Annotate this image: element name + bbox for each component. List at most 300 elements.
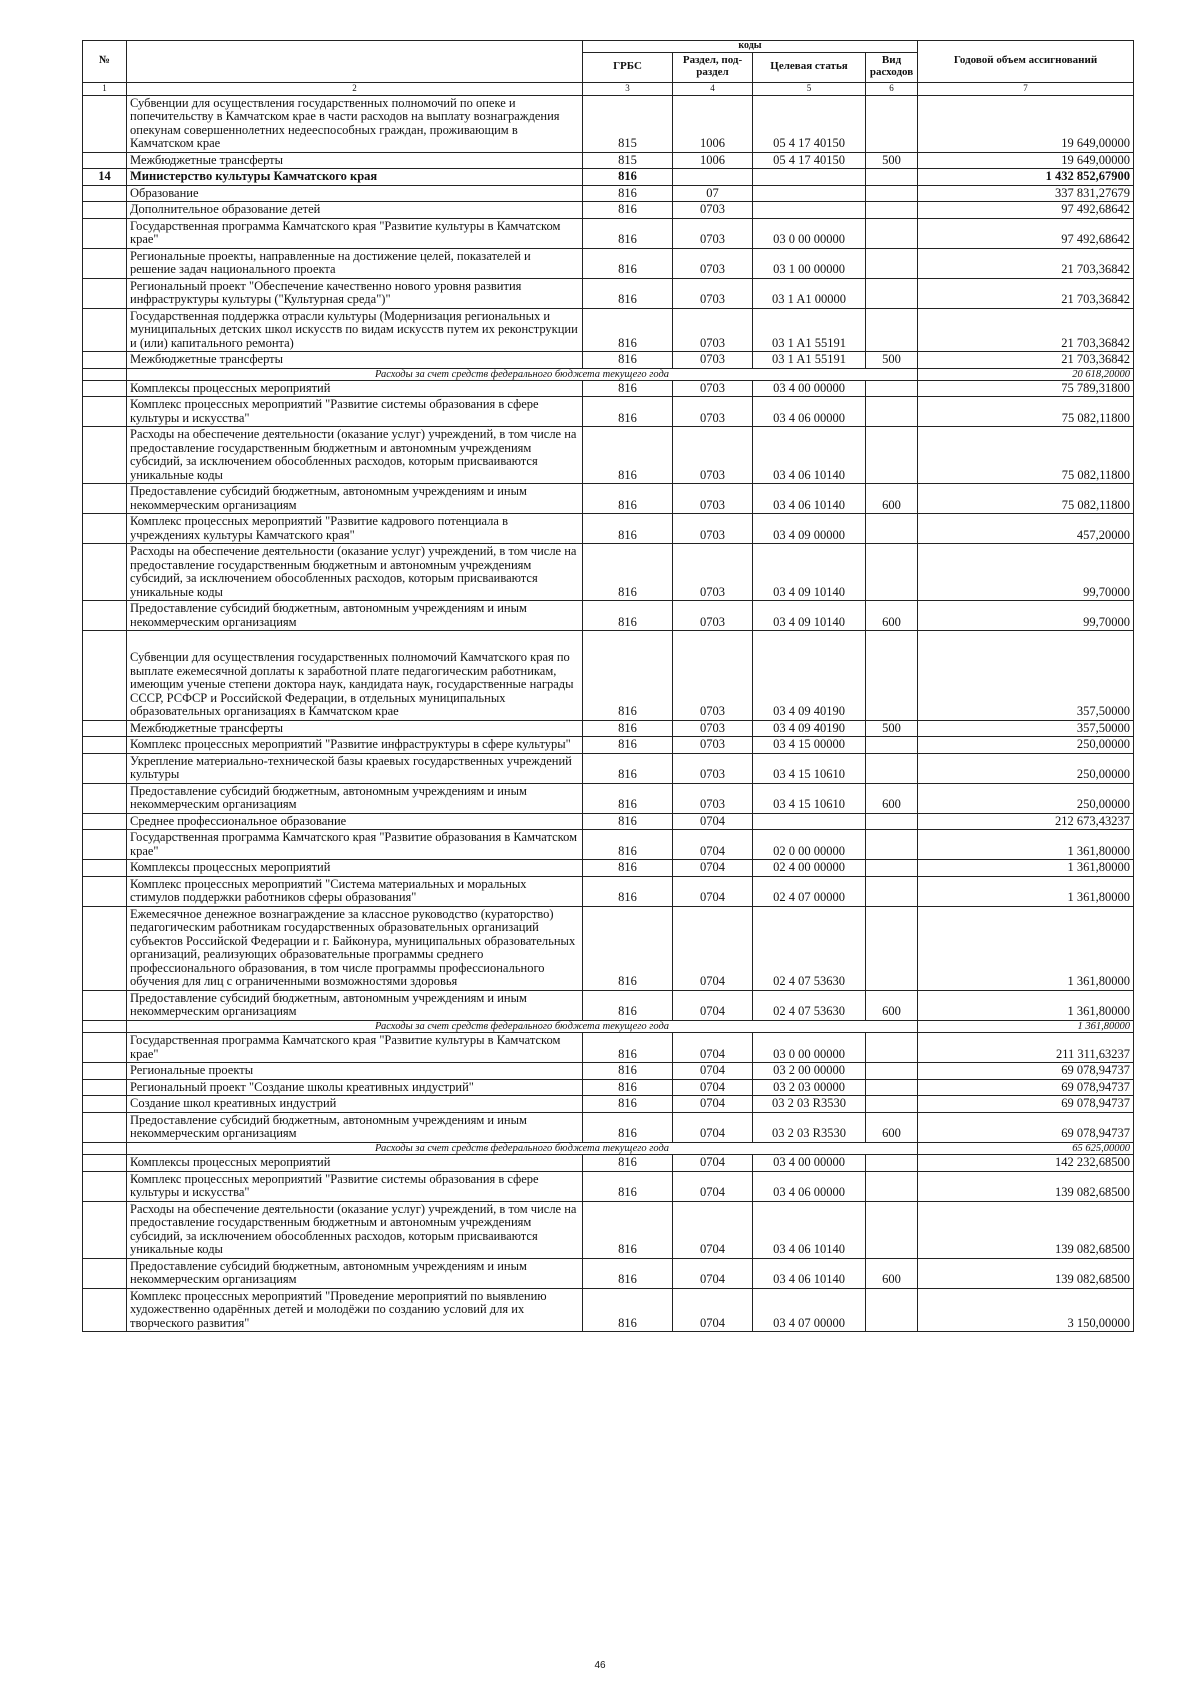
row-number bbox=[83, 352, 127, 369]
row-target: 02 4 07 53630 bbox=[753, 906, 866, 990]
row-name: Государственная поддержка отрасли культуры (Модернизация региональных и муниципальных детских школ искусств по видам искусств путем их реконструкции и (или) капитального ремонта) bbox=[127, 308, 583, 352]
row-grbs: 816 bbox=[583, 248, 673, 278]
row-grbs: 816 bbox=[583, 1171, 673, 1201]
row-expense-type bbox=[866, 185, 918, 202]
row-number bbox=[83, 601, 127, 631]
table-row bbox=[83, 783, 1134, 813]
row-section: 0704 bbox=[673, 860, 753, 877]
row-amount: 21 703,36842 bbox=[918, 278, 1134, 308]
row-name: Региональный проект "Обеспечение качественно нового уровня развития инфраструктуры культуры ("Культурная среда")" bbox=[127, 278, 583, 308]
table-row bbox=[83, 1201, 1134, 1258]
row-section: 0704 bbox=[673, 1171, 753, 1201]
row-amount: 1 361,80000 bbox=[918, 990, 1134, 1020]
row-expense-type bbox=[866, 876, 918, 906]
row-number bbox=[83, 1258, 127, 1288]
row-amount: 20 618,20000 bbox=[918, 368, 1134, 380]
row-target: 03 4 09 10140 bbox=[753, 601, 866, 631]
row-amount: 250,00000 bbox=[918, 737, 1134, 754]
row-section: 0704 bbox=[673, 1033, 753, 1063]
row-number bbox=[83, 1096, 127, 1113]
row-number bbox=[83, 1020, 127, 1032]
row-name: Предоставление субсидий бюджетным, автономным учреждениям и иным некоммерческим организациям bbox=[127, 990, 583, 1020]
row-amount: 250,00000 bbox=[918, 783, 1134, 813]
table-header bbox=[83, 41, 1134, 96]
row-number bbox=[83, 720, 127, 737]
row-grbs: 815 bbox=[583, 95, 673, 152]
row-name: Образование bbox=[127, 185, 583, 202]
row-section: 0703 bbox=[673, 544, 753, 601]
row-section: 0704 bbox=[673, 830, 753, 860]
table-row bbox=[83, 352, 1134, 369]
row-section: 1006 bbox=[673, 152, 753, 169]
table-row bbox=[83, 990, 1134, 1020]
row-target: 03 4 15 10610 bbox=[753, 783, 866, 813]
row-name: Расходы за счет средств федерального бюджета текущего года bbox=[127, 368, 918, 380]
row-target: 03 2 03 R3530 bbox=[753, 1112, 866, 1142]
row-amount: 142 232,68500 bbox=[918, 1155, 1134, 1172]
row-expense-type bbox=[866, 1079, 918, 1096]
row-target: 03 1 00 00000 bbox=[753, 248, 866, 278]
row-amount: 21 703,36842 bbox=[918, 248, 1134, 278]
row-expense-type bbox=[866, 544, 918, 601]
row-amount: 99,70000 bbox=[918, 601, 1134, 631]
row-target bbox=[753, 813, 866, 830]
row-name: Региональные проекты, направленные на достижение целей, показателей и решение задач национального проекта bbox=[127, 248, 583, 278]
row-grbs: 816 bbox=[583, 737, 673, 754]
table-row bbox=[83, 95, 1134, 152]
table-row bbox=[83, 1112, 1134, 1142]
header-index-row bbox=[83, 82, 1134, 95]
row-section: 0703 bbox=[673, 783, 753, 813]
row-number bbox=[83, 152, 127, 169]
row-number bbox=[83, 1063, 127, 1080]
row-amount: 3 150,00000 bbox=[918, 1288, 1134, 1332]
table-row bbox=[83, 427, 1134, 484]
row-expense-type bbox=[866, 1063, 918, 1080]
row-number bbox=[83, 830, 127, 860]
table-row bbox=[83, 278, 1134, 308]
row-target: 05 4 17 40150 bbox=[753, 95, 866, 152]
table-row bbox=[83, 813, 1134, 830]
row-section: 1006 bbox=[673, 95, 753, 152]
federal-budget-row bbox=[83, 368, 1134, 380]
header-section: Раздел, под-раздел bbox=[673, 52, 753, 82]
table-row bbox=[83, 397, 1134, 427]
row-name: Предоставление субсидий бюджетным, автономным учреждениям и иным некоммерческим организациям bbox=[127, 1258, 583, 1288]
row-number bbox=[83, 514, 127, 544]
row-expense-type: 600 bbox=[866, 484, 918, 514]
row-number bbox=[83, 278, 127, 308]
table-row bbox=[83, 169, 1134, 186]
row-number bbox=[83, 368, 127, 380]
row-amount: 69 078,94737 bbox=[918, 1079, 1134, 1096]
row-number bbox=[83, 185, 127, 202]
row-amount: 1 361,80000 bbox=[918, 830, 1134, 860]
row-grbs: 816 bbox=[583, 1079, 673, 1096]
row-number bbox=[83, 860, 127, 877]
row-amount: 139 082,68500 bbox=[918, 1171, 1134, 1201]
row-expense-type: 500 bbox=[866, 152, 918, 169]
row-amount: 1 361,80000 bbox=[918, 906, 1134, 990]
row-number bbox=[83, 1112, 127, 1142]
row-grbs: 816 bbox=[583, 1112, 673, 1142]
row-target: 03 4 00 00000 bbox=[753, 1155, 866, 1172]
row-target bbox=[753, 185, 866, 202]
row-expense-type bbox=[866, 169, 918, 186]
row-grbs: 816 bbox=[583, 1258, 673, 1288]
row-name: Комплексы процессных мероприятий bbox=[127, 1155, 583, 1172]
header-expense-type: Вид расходов bbox=[866, 52, 918, 82]
row-number bbox=[83, 1155, 127, 1172]
row-number bbox=[83, 813, 127, 830]
row-expense-type bbox=[866, 906, 918, 990]
row-name: Комплекс процессных мероприятий "Система материальных и моральных стимулов поддержки работников сферы образования" bbox=[127, 876, 583, 906]
row-section: 0704 bbox=[673, 906, 753, 990]
index-cell: 3 bbox=[583, 82, 673, 95]
row-grbs: 816 bbox=[583, 218, 673, 248]
row-grbs: 816 bbox=[583, 876, 673, 906]
row-expense-type: 600 bbox=[866, 783, 918, 813]
row-target: 02 0 00 00000 bbox=[753, 830, 866, 860]
row-expense-type bbox=[866, 1201, 918, 1258]
row-section: 0703 bbox=[673, 278, 753, 308]
row-section: 0704 bbox=[673, 1155, 753, 1172]
row-target: 02 4 07 53630 bbox=[753, 990, 866, 1020]
row-target: 03 4 15 10610 bbox=[753, 753, 866, 783]
row-grbs: 815 bbox=[583, 152, 673, 169]
row-section: 0703 bbox=[673, 427, 753, 484]
row-expense-type bbox=[866, 1033, 918, 1063]
row-section: 0703 bbox=[673, 484, 753, 514]
budget-table bbox=[82, 40, 1134, 1332]
row-expense-type bbox=[866, 1171, 918, 1201]
row-target: 03 4 06 10140 bbox=[753, 427, 866, 484]
table-row bbox=[83, 1258, 1134, 1288]
row-section: 0703 bbox=[673, 352, 753, 369]
row-number bbox=[83, 737, 127, 754]
row-target: 03 0 00 00000 bbox=[753, 218, 866, 248]
federal-budget-row bbox=[83, 1020, 1134, 1032]
row-amount: 1 361,80000 bbox=[918, 876, 1134, 906]
row-section: 0704 bbox=[673, 1201, 753, 1258]
row-expense-type bbox=[866, 218, 918, 248]
row-target: 03 2 00 00000 bbox=[753, 1063, 866, 1080]
row-expense-type bbox=[866, 427, 918, 484]
row-number bbox=[83, 1142, 127, 1154]
table-row bbox=[83, 308, 1134, 352]
row-target: 03 4 06 10140 bbox=[753, 1201, 866, 1258]
row-number bbox=[83, 1171, 127, 1201]
index-cell: 5 bbox=[753, 82, 866, 95]
header-grbs: ГРБС bbox=[583, 52, 673, 82]
row-target: 03 4 09 10140 bbox=[753, 544, 866, 601]
table-row bbox=[83, 1171, 1134, 1201]
row-section: 0704 bbox=[673, 1096, 753, 1113]
row-grbs: 816 bbox=[583, 544, 673, 601]
row-grbs: 816 bbox=[583, 753, 673, 783]
row-number bbox=[83, 990, 127, 1020]
row-name: Ежемесячное денежное вознаграждение за классное руководство (кураторство) педагогическим работникам государственных образовательных организаций субъектов Российской Федерации и г. Байконура, муниципальных образовательных организаций, реализующих образовательные программы среднего профессионального образования, в том числе программы профессионального обучения для лиц с ограниченными возможностями здоровья bbox=[127, 906, 583, 990]
row-number: 14 bbox=[83, 169, 127, 186]
row-amount: 211 311,63237 bbox=[918, 1033, 1134, 1063]
row-name: Расходы на обеспечение деятельности (оказание услуг) учреждений, в том числе на предоставление государственным бюджетным и автономным учреждениям субсидий, за исключением обособленных расходов, которым присваиваются уникальные коды bbox=[127, 1201, 583, 1258]
row-grbs: 816 bbox=[583, 185, 673, 202]
index-cell: 6 bbox=[866, 82, 918, 95]
row-amount: 139 082,68500 bbox=[918, 1201, 1134, 1258]
row-grbs: 816 bbox=[583, 631, 673, 721]
row-name: Укрепление материально-технической базы краевых государственных учреждений культуры bbox=[127, 753, 583, 783]
row-amount: 21 703,36842 bbox=[918, 352, 1134, 369]
row-section: 0704 bbox=[673, 1063, 753, 1080]
row-name: Региональный проект "Создание школы креативных индустрий" bbox=[127, 1079, 583, 1096]
row-number bbox=[83, 248, 127, 278]
row-target: 03 1 A1 55191 bbox=[753, 352, 866, 369]
row-name: Среднее профессиональное образование bbox=[127, 813, 583, 830]
row-grbs: 816 bbox=[583, 601, 673, 631]
row-grbs: 816 bbox=[583, 720, 673, 737]
row-amount: 99,70000 bbox=[918, 544, 1134, 601]
row-name: Межбюджетные трансферты bbox=[127, 720, 583, 737]
row-number bbox=[83, 380, 127, 397]
row-expense-type bbox=[866, 860, 918, 877]
row-grbs: 816 bbox=[583, 397, 673, 427]
row-name: Расходы на обеспечение деятельности (оказание услуг) учреждений, в том числе на предоставление государственным бюджетным и автономным учреждениям субсидий, за исключением обособленных расходов, которым присваиваются уникальные коды bbox=[127, 544, 583, 601]
table-row bbox=[83, 906, 1134, 990]
row-section: 0704 bbox=[673, 990, 753, 1020]
row-expense-type bbox=[866, 1096, 918, 1113]
row-expense-type: 500 bbox=[866, 720, 918, 737]
row-target: 03 4 09 40190 bbox=[753, 720, 866, 737]
row-amount: 1 432 852,67900 bbox=[918, 169, 1134, 186]
table-row bbox=[83, 202, 1134, 219]
row-name: Региональные проекты bbox=[127, 1063, 583, 1080]
row-grbs: 816 bbox=[583, 813, 673, 830]
table-row bbox=[83, 631, 1134, 721]
row-grbs: 816 bbox=[583, 1288, 673, 1332]
row-target: 03 4 06 00000 bbox=[753, 1171, 866, 1201]
federal-budget-row bbox=[83, 1142, 1134, 1154]
row-section: 0703 bbox=[673, 737, 753, 754]
table-row bbox=[83, 1063, 1134, 1080]
row-expense-type: 500 bbox=[866, 352, 918, 369]
row-name: Государственная программа Камчатского края "Развитие образования в Камчатском крае" bbox=[127, 830, 583, 860]
row-section: 0703 bbox=[673, 514, 753, 544]
row-amount: 69 078,94737 bbox=[918, 1112, 1134, 1142]
row-grbs: 816 bbox=[583, 783, 673, 813]
row-target: 02 4 00 00000 bbox=[753, 860, 866, 877]
row-target: 03 1 A1 55191 bbox=[753, 308, 866, 352]
page-number: 46 bbox=[594, 1660, 606, 1671]
row-target bbox=[753, 169, 866, 186]
row-amount: 357,50000 bbox=[918, 720, 1134, 737]
row-amount: 75 082,11800 bbox=[918, 397, 1134, 427]
row-section: 0704 bbox=[673, 1258, 753, 1288]
row-section: 0703 bbox=[673, 218, 753, 248]
row-expense-type: 600 bbox=[866, 1258, 918, 1288]
table-row bbox=[83, 544, 1134, 601]
table-row bbox=[83, 737, 1134, 754]
row-expense-type bbox=[866, 308, 918, 352]
row-target: 05 4 17 40150 bbox=[753, 152, 866, 169]
row-number bbox=[83, 906, 127, 990]
table-row bbox=[83, 1288, 1134, 1332]
index-cell: 1 bbox=[83, 82, 127, 95]
table-row bbox=[83, 218, 1134, 248]
row-section: 0704 bbox=[673, 1288, 753, 1332]
row-name: Расходы на обеспечение деятельности (оказание услуг) учреждений, в том числе на предоставление государственным бюджетным и автономным учреждениям субсидий, за исключением обособленных расходов, которым присваиваются уникальные коды bbox=[127, 427, 583, 484]
table-row bbox=[83, 185, 1134, 202]
table-row bbox=[83, 380, 1134, 397]
row-section: 0703 bbox=[673, 631, 753, 721]
row-target: 03 4 07 00000 bbox=[753, 1288, 866, 1332]
row-expense-type bbox=[866, 830, 918, 860]
row-section: 0703 bbox=[673, 380, 753, 397]
row-amount: 69 078,94737 bbox=[918, 1096, 1134, 1113]
row-amount: 457,20000 bbox=[918, 514, 1134, 544]
row-section: 0703 bbox=[673, 308, 753, 352]
row-name: Предоставление субсидий бюджетным, автономным учреждениям и иным некоммерческим организациям bbox=[127, 783, 583, 813]
table-row bbox=[83, 753, 1134, 783]
row-grbs: 816 bbox=[583, 352, 673, 369]
row-amount: 75 789,31800 bbox=[918, 380, 1134, 397]
row-amount: 212 673,43237 bbox=[918, 813, 1134, 830]
row-grbs: 816 bbox=[583, 308, 673, 352]
row-name: Предоставление субсидий бюджетным, автономным учреждениям и иным некоммерческим организациям bbox=[127, 1112, 583, 1142]
row-grbs: 816 bbox=[583, 1096, 673, 1113]
row-name: Комплекс процессных мероприятий "Развитие системы образования в сфере культуры и искусства" bbox=[127, 397, 583, 427]
row-amount: 337 831,27679 bbox=[918, 185, 1134, 202]
row-section: 0704 bbox=[673, 1079, 753, 1096]
row-expense-type bbox=[866, 397, 918, 427]
row-name: Расходы за счет средств федерального бюджета текущего года bbox=[127, 1020, 918, 1032]
row-target: 03 1 A1 00000 bbox=[753, 278, 866, 308]
row-section: 0703 bbox=[673, 248, 753, 278]
row-target: 03 4 06 10140 bbox=[753, 1258, 866, 1288]
row-section: 0704 bbox=[673, 876, 753, 906]
row-number bbox=[83, 95, 127, 152]
row-expense-type bbox=[866, 1288, 918, 1332]
row-section: 0703 bbox=[673, 753, 753, 783]
header-number: № bbox=[83, 41, 127, 83]
row-target: 03 4 09 40190 bbox=[753, 631, 866, 721]
row-section: 07 bbox=[673, 185, 753, 202]
row-target: 03 4 06 10140 bbox=[753, 484, 866, 514]
budget-sheet bbox=[82, 40, 1133, 1332]
row-section: 0704 bbox=[673, 813, 753, 830]
row-name: Субвенции для осуществления государственных полномочий Камчатского края по выплате ежемесячной доплаты к заработной плате педагогическим работникам, имеющим ученые степени доктора наук, кандидата наук, государственные награды СССР, РСФСР и Российской Федерации, в отдельных муниципальных образовательных организациях в Камчатском крае bbox=[127, 631, 583, 721]
index-cell: 2 bbox=[127, 82, 583, 95]
table-row bbox=[83, 1155, 1134, 1172]
row-section: 0703 bbox=[673, 397, 753, 427]
row-number bbox=[83, 202, 127, 219]
row-name: Межбюджетные трансферты bbox=[127, 152, 583, 169]
row-expense-type bbox=[866, 753, 918, 783]
row-target: 03 4 09 00000 bbox=[753, 514, 866, 544]
row-number bbox=[83, 876, 127, 906]
row-name: Комплексы процессных мероприятий bbox=[127, 860, 583, 877]
row-target bbox=[753, 202, 866, 219]
table-row bbox=[83, 1033, 1134, 1063]
row-target: 03 2 03 00000 bbox=[753, 1079, 866, 1096]
row-target: 02 4 07 00000 bbox=[753, 876, 866, 906]
row-number bbox=[83, 1201, 127, 1258]
row-amount: 75 082,11800 bbox=[918, 427, 1134, 484]
index-cell: 7 bbox=[918, 82, 1134, 95]
row-target: 03 2 03 R3530 bbox=[753, 1096, 866, 1113]
index-cell: 4 bbox=[673, 82, 753, 95]
row-number bbox=[83, 1079, 127, 1096]
row-amount: 97 492,68642 bbox=[918, 202, 1134, 219]
row-amount: 75 082,11800 bbox=[918, 484, 1134, 514]
row-number bbox=[83, 783, 127, 813]
table-row bbox=[83, 720, 1134, 737]
row-grbs: 816 bbox=[583, 990, 673, 1020]
row-grbs: 816 bbox=[583, 1155, 673, 1172]
row-number bbox=[83, 1033, 127, 1063]
row-number bbox=[83, 753, 127, 783]
row-expense-type bbox=[866, 248, 918, 278]
table-row bbox=[83, 1079, 1134, 1096]
table-row bbox=[83, 860, 1134, 877]
row-grbs: 816 bbox=[583, 860, 673, 877]
row-name: Комплекс процессных мероприятий "Развитие инфраструктуры в сфере культуры" bbox=[127, 737, 583, 754]
row-amount: 1 361,80000 bbox=[918, 860, 1134, 877]
row-expense-type bbox=[866, 631, 918, 721]
row-amount: 21 703,36842 bbox=[918, 308, 1134, 352]
header-target: Целевая статья bbox=[753, 52, 866, 82]
row-expense-type: 600 bbox=[866, 601, 918, 631]
row-grbs: 816 bbox=[583, 1033, 673, 1063]
row-name: Комплекс процессных мероприятий "Развитие системы образования в сфере культуры и искусства" bbox=[127, 1171, 583, 1201]
row-grbs: 816 bbox=[583, 1063, 673, 1080]
row-amount: 357,50000 bbox=[918, 631, 1134, 721]
row-grbs: 816 bbox=[583, 427, 673, 484]
row-section: 0704 bbox=[673, 1112, 753, 1142]
row-section bbox=[673, 169, 753, 186]
row-expense-type bbox=[866, 278, 918, 308]
row-name: Комплексы процессных мероприятий bbox=[127, 380, 583, 397]
row-grbs: 816 bbox=[583, 514, 673, 544]
row-name: Предоставление субсидий бюджетным, автономным учреждениям и иным некоммерческим организациям bbox=[127, 601, 583, 631]
row-name: Межбюджетные трансферты bbox=[127, 352, 583, 369]
row-name: Комплекс процессных мероприятий "Развитие кадрового потенциала в учреждениях культуры Камчатского края" bbox=[127, 514, 583, 544]
row-grbs: 816 bbox=[583, 278, 673, 308]
row-grbs: 816 bbox=[583, 484, 673, 514]
row-number bbox=[83, 484, 127, 514]
row-name: Создание школ креативных индустрий bbox=[127, 1096, 583, 1113]
row-expense-type bbox=[866, 202, 918, 219]
row-amount: 65 625,00000 bbox=[918, 1142, 1134, 1154]
row-expense-type bbox=[866, 514, 918, 544]
row-section: 0703 bbox=[673, 601, 753, 631]
row-name: Комплекс процессных мероприятий "Проведение мероприятий по выявлению художественно одарённых детей и молодёжи по созданию условий для их творческого развития" bbox=[127, 1288, 583, 1332]
row-expense-type bbox=[866, 813, 918, 830]
row-number bbox=[83, 218, 127, 248]
row-amount: 19 649,00000 bbox=[918, 95, 1134, 152]
row-target: 03 4 00 00000 bbox=[753, 380, 866, 397]
row-number bbox=[83, 308, 127, 352]
row-name: Государственная программа Камчатского края "Развитие культуры в Камчатском крае" bbox=[127, 1033, 583, 1063]
row-number bbox=[83, 631, 127, 721]
row-amount: 139 082,68500 bbox=[918, 1258, 1134, 1288]
row-number bbox=[83, 1288, 127, 1332]
table-row bbox=[83, 876, 1134, 906]
row-expense-type bbox=[866, 1155, 918, 1172]
row-expense-type: 600 bbox=[866, 990, 918, 1020]
row-expense-type: 600 bbox=[866, 1112, 918, 1142]
row-amount: 19 649,00000 bbox=[918, 152, 1134, 169]
header-amount: Годовой объем ассигнований bbox=[918, 41, 1134, 83]
